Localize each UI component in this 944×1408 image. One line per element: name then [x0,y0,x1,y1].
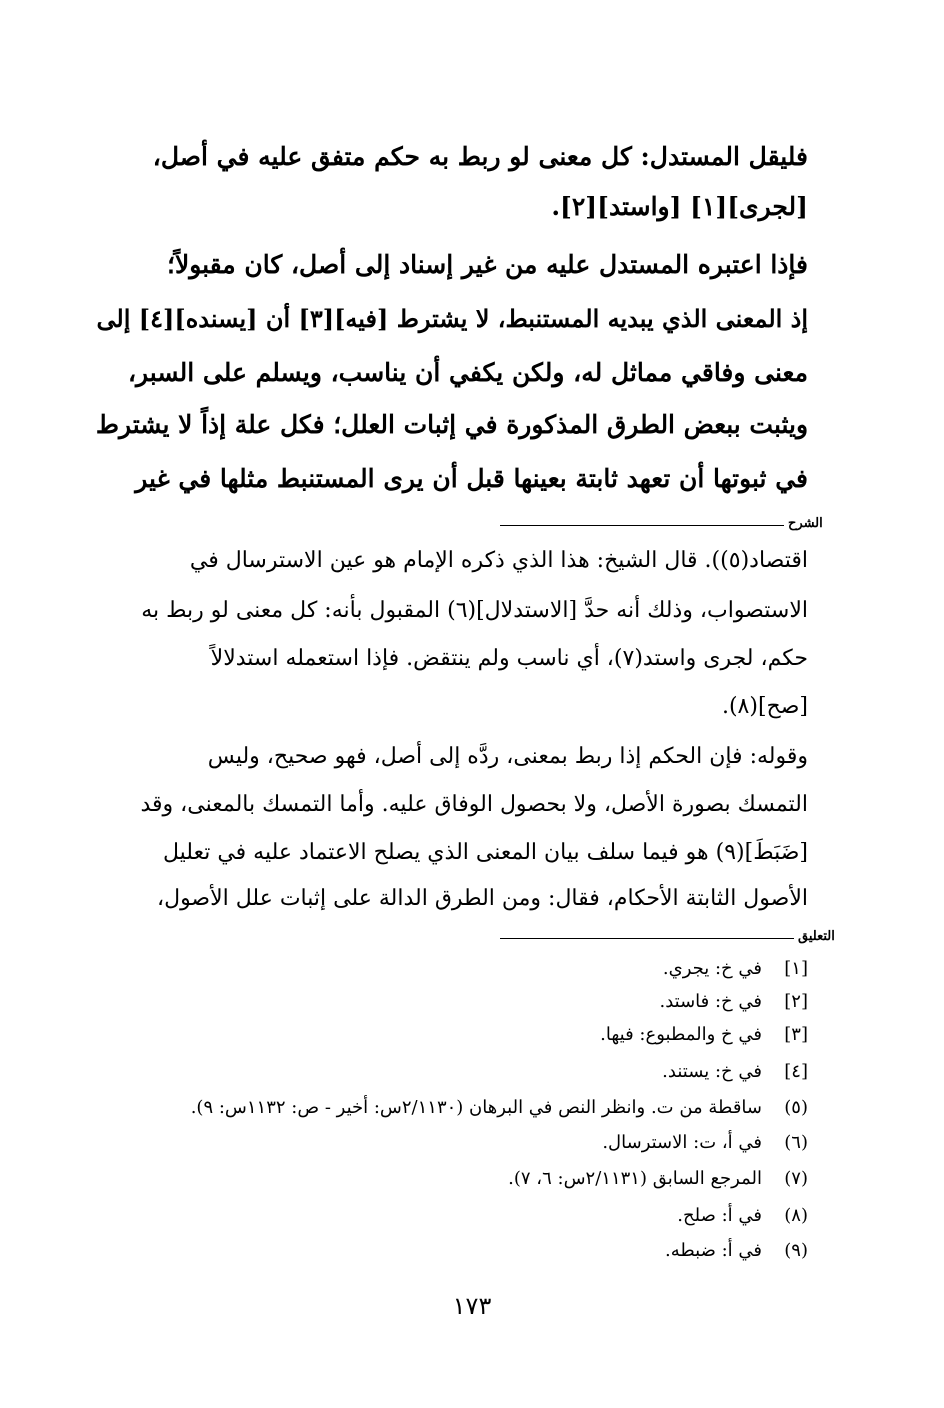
footnote-number: (٥) [784,1097,808,1118]
taliq-separator [500,938,794,939]
page-number: ١٧٣ [452,1292,492,1320]
sharh-text-line: [صح](٨). [721,694,808,719]
main-text-line: [لجرى][١] [واستد][٢]. [551,192,808,221]
main-text-line: ويثبت ببعض الطرق المذكورة في إثبات العلل؛ فكل علة إذاً لا يشترط [95,410,808,439]
sharh-text-line: وقوله: فإن الحكم إذا ربط بمعنى، ردَّه إلى أصل، فهو صحيح، وليس [207,744,808,769]
footnote-number: [٤] [784,1061,808,1082]
taliq-label: التعليق [798,929,835,944]
footnote [191,1097,808,1118]
sharh-text-line: التمسك بصورة الأصل، ولا بحصول الوفاق عليه. وأما التمسك بالمعنى، وقد [140,792,808,817]
footnote-number: (٦) [784,1132,808,1153]
footnote-number: (٩) [784,1240,808,1261]
footnote [508,1168,808,1189]
footnote-text: في خ: يجري. [662,958,762,979]
footnote-text: في خ: يستند. [662,1061,762,1082]
sharh-text-line: حكم، لجرى واستد(٧)، أي ناسب ولم ينتقض. فإذا استعمله استدلالاً [210,646,808,671]
footnote [602,1132,808,1153]
main-text-line: في ثبوتها أن تعهد ثابتة بعينها قبل أن يرى المستنبط مثلها في غير [135,464,808,493]
footnote-text: في أ: صلح. [677,1205,762,1226]
footnote [677,1205,808,1226]
footnote-number: [٢] [784,991,808,1012]
footnote-number: [١] [784,958,808,979]
footnote [663,958,808,979]
footnote-text: في خ: فاستد. [659,991,762,1012]
footnote [600,1024,808,1045]
footnote-text: في خ والمطبوع: فيها. [600,1024,762,1045]
footnote-number: (٨) [784,1205,808,1226]
footnote-text: المرجع السابق (٢/١١٣١س: ٦، ٧). [508,1168,762,1189]
footnote-text: في أ: ضبطه. [665,1240,762,1261]
sharh-separator [500,525,784,526]
main-text-line: فإذا اعتبره المستدل عليه من غير إسناد إلى أصل، كان مقبولاً؛ [167,250,808,279]
footnote [659,991,808,1012]
main-text-line: فليقل المستدل: كل معنى لو ربط به حكم متفق عليه في أصل، [152,142,808,171]
footnote-number: (٧) [784,1168,808,1189]
sharh-label: الشرح [788,516,823,531]
footnote-text: في أ، ت: الاسترسال. [602,1132,762,1153]
sharh-text-line: [ضَبَطَ](٩) هو فيما سلف بيان المعنى الذي يصلح الاعتماد عليه في تعليل [163,840,808,865]
footnote [665,1240,808,1261]
footnote-number: [٣] [784,1024,808,1045]
sharh-text-line: الاستصواب، وذلك أنه حدَّ [الاستدلال](٦) المقبول بأنه: كل معنى لو ربط به [141,598,808,623]
main-text-line: إذ المعنى الذي يبديه المستنبط، لا يشترط [فيه][٣] أن [يسنده][٤] إلى [96,304,808,333]
sharh-text-line: الأصول الثابتة الأحكام، فقال: ومن الطرق الدالة على إثبات علل الأصول، [156,886,808,911]
main-text-line: معنى وفاقي مماثل له، ولكن يكفي أن يناسب، ويسلم على السبر، [127,358,808,387]
footnote [662,1061,808,1082]
sharh-text-line: اقتصاد(٥)). قال الشيخ: هذا الذي ذكره الإمام هو عين الاسترسال في [189,548,808,573]
footnote-text: ساقطة من ت. وانظر النص في البرهان (٢/١١٣٠س: أخير - ص: ١١٣٢س: ٩). [190,1097,762,1118]
